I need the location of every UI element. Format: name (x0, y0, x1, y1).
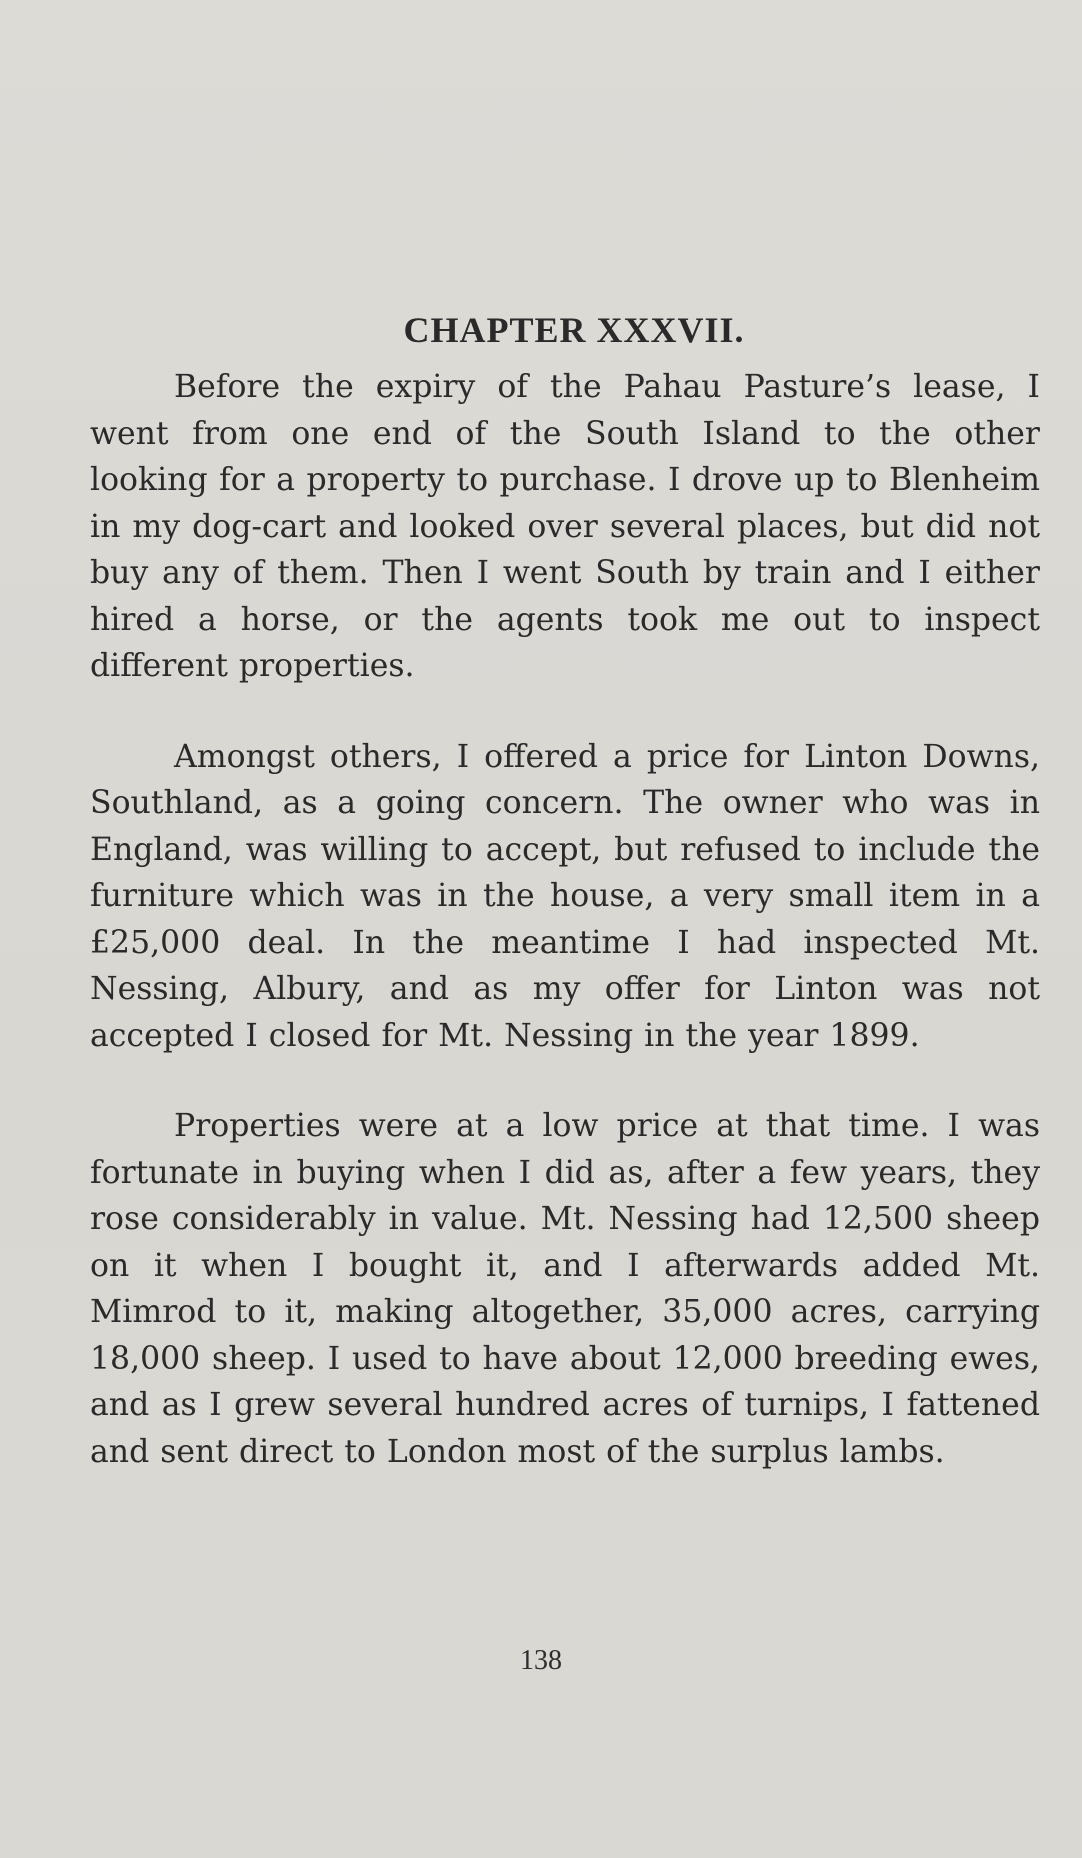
paragraph-2: Amongst others, I offered a price for Linton Downs, Southland, as a going concern. The owner who was in England, was willing to accept, but refused to include the furniture which was in the house, a very small item in a £25,000 deal. In the meantime I had inspected Mt. Nessing, Albury, and as my offer for Linton was not accepted I closed for Mt. Nessing in the year 1899. (90, 738, 1040, 1054)
page-number: 138 (520, 1645, 562, 1676)
paragraph-3: Properties were at a low price at that time. I was fortunate in buying when I did as, after a few years, they rose considerably in value. Mt. Nessing had 12,500 sheep on it when I bought it, and I afterwards added Mt. Mimrod to it, making altogether, 35,000 acres, carrying 18,000 sheep. I used to have about 12,000 breeding ewes, and as I grew several hundred acres of turnips, I fattened and sent direct to London most of the surplus lambs. (90, 1108, 1040, 1470)
paragraph-1: Before the expiry of the Pahau Pasture’s lease, I went from one end of the South Island to the other looking for a property to purchase. I drove up to Blenheim in my dog-cart and looked over several places, but did not buy any of them. Then I went South by train and I either hired a horse, or the agents took me out to inspect different properties. (90, 369, 1040, 684)
page-body (90, 310, 1040, 1475)
chapter-title: CHAPTER XXXVII. (403, 310, 745, 350)
